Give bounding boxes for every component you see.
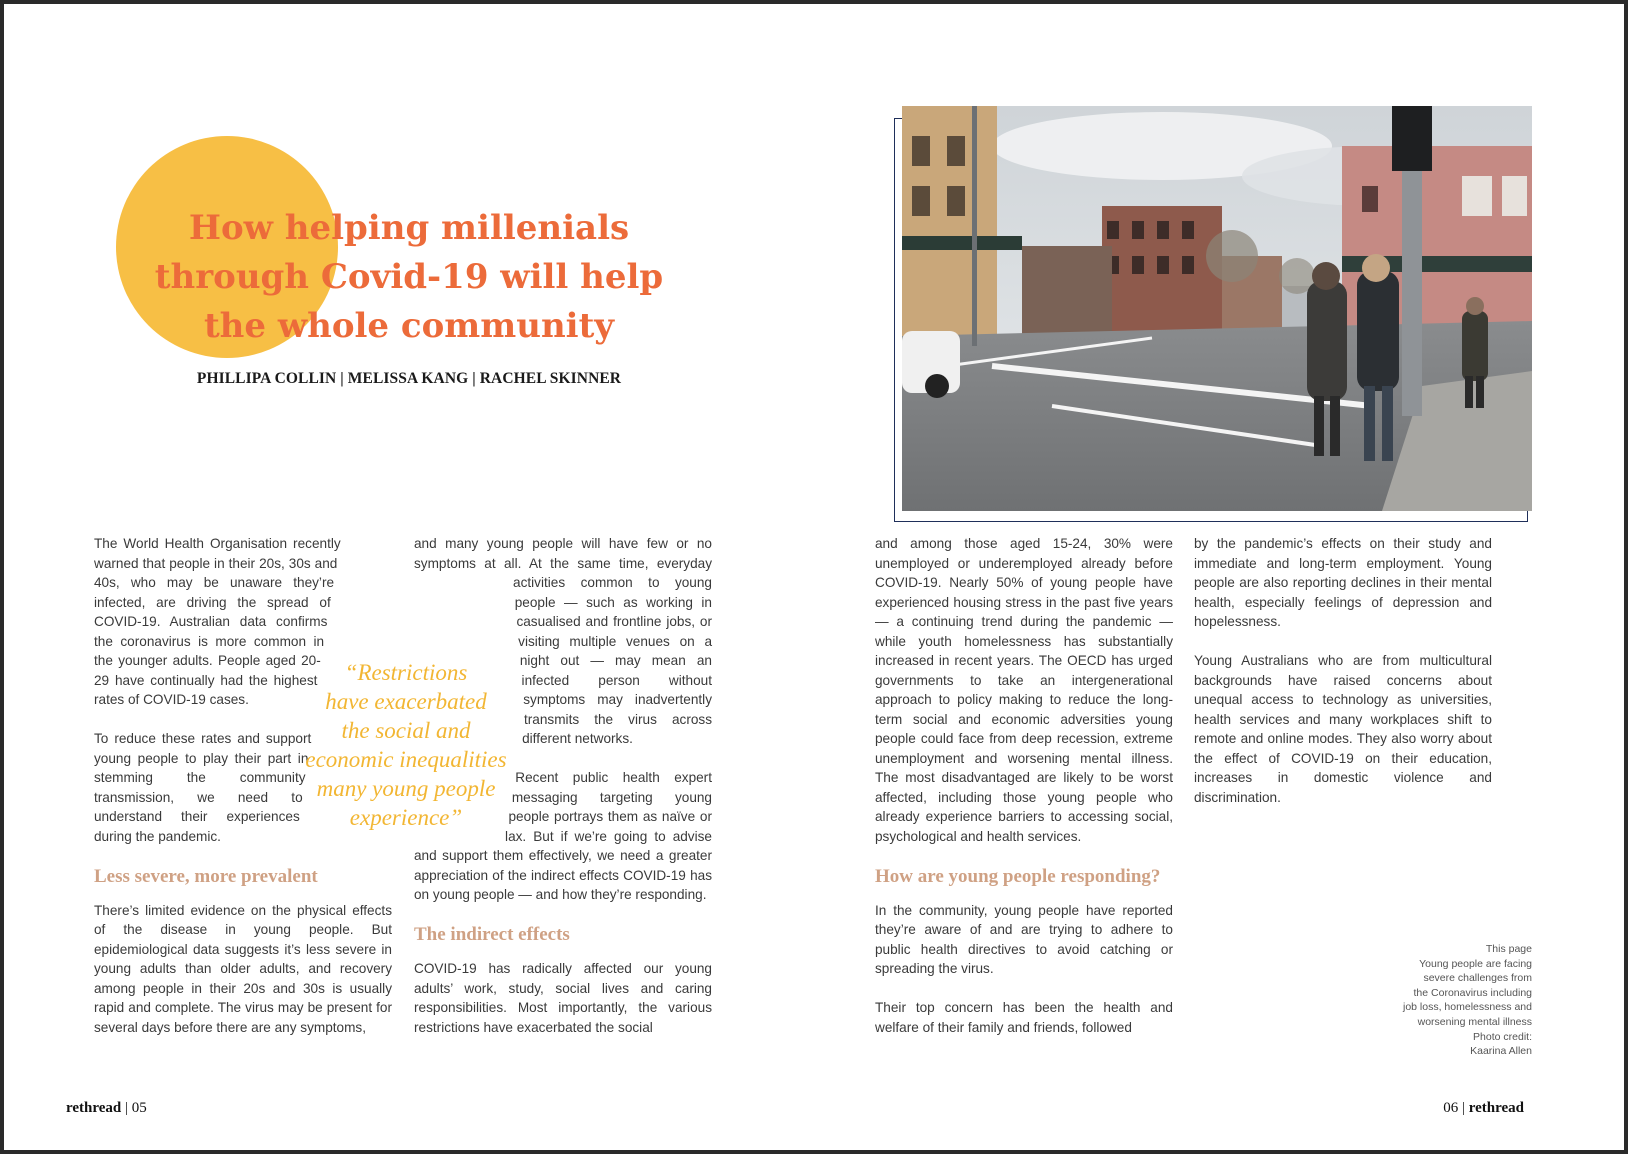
caption-line: worsening mental illness bbox=[1417, 1015, 1532, 1028]
headline-line: through Covid-19 will help bbox=[154, 257, 664, 297]
caption-line: Kaarina Allen bbox=[1470, 1045, 1532, 1058]
body-paragraph: and many young people will have few or no symptoms at all. At the same time, everyday activities common to young people — such as working in casualised and frontline jobs, or visiting multiple venues on a night out — may mean an infected person without symptoms may inadvertently transmits the virus across different networks. bbox=[414, 536, 712, 746]
pull-quote bbox=[290, 658, 522, 832]
column-3 bbox=[875, 534, 1173, 1037]
pull-quote-line: “Restrictions bbox=[344, 660, 468, 685]
caption-line: Photo credit: bbox=[1473, 1030, 1532, 1043]
page-number-right: 06 | rethread bbox=[1443, 1100, 1524, 1116]
subheading: The indirect effects bbox=[414, 924, 570, 945]
body-paragraph: In the community, young people have reported they’re aware of and are trying to adhere to public health directives to avoid catching or spreading the virus. bbox=[875, 902, 1173, 976]
column-4 bbox=[1194, 534, 1492, 807]
folio-page: 06 bbox=[1443, 1100, 1459, 1116]
subheading: Less severe, more prevalent bbox=[94, 865, 318, 887]
folio-brand: rethread bbox=[1468, 1100, 1524, 1116]
body-paragraph: Their top concern has been the health and welfare of their family and friends, followed bbox=[875, 1000, 1173, 1035]
body-paragraph: Young Australians who are from multicultural backgrounds have raised concerns about unequal access to technology as universities, health services and many workplaces shift to remote and online modes. They also worry about the effect of COVID-19 on their education, increases in domestic violence and discrimination. bbox=[1194, 653, 1492, 805]
magazine-spread bbox=[4, 4, 1624, 1150]
body-paragraph: To reduce these rates and support young people to play their part in stemming the community transmission, we need to understand their experiences during the pandemic. bbox=[94, 731, 312, 844]
pull-quote-line: experience” bbox=[349, 805, 463, 830]
pull-quote-line: have exacerbated bbox=[325, 689, 487, 714]
folio-page: 05 bbox=[131, 1100, 147, 1116]
page-number-left: rethread | 05 bbox=[66, 1100, 147, 1116]
caption-line: severe challenges from bbox=[1423, 972, 1532, 985]
caption-line: This page bbox=[1485, 943, 1532, 955]
body-paragraph: COVID-19 has radically affected our young adults’ work, study, social lives and caring responsibilities. Most importantly, the various restrictions have exacerbated the social bbox=[414, 961, 712, 1035]
article-headline bbox=[124, 204, 694, 351]
subheading: How are young people responding? bbox=[875, 865, 1161, 887]
body-paragraph: The World Health Organisation recently warned that people in their 20s, 30s and 40s, who may be unaware they’re infected, are driving the spread of COVID-19. Australian data confirms the coronavirus is more common in the younger adults. People aged 20-29 have continually had the highest rates of COVID-19 cases. bbox=[94, 536, 341, 707]
body-paragraph: and among those aged 15-24, 30% were unemployed or underemployed already before COVID-19. Nearly 50% of young people have experienced housing stress in the past five years — a continuing trend during the pandemic — while youth homelessness has substantially increased in recent years. The OECD has urged governments to take an intergenerational approach to policy making to reduce the long-term social and economic adversities young people could face from deep recession, extreme unemployment and worsening mental illness. The most disadvantaged are likely to be worst affected, including those young people who already experience barriers to accessing social, psychological and health services. bbox=[875, 536, 1173, 844]
author-byline: PHILLIPA COLLIN | MELISSA KANG | RACHEL SKINNER bbox=[196, 370, 622, 387]
caption-line: the Coronavirus including bbox=[1413, 986, 1532, 999]
body-paragraph: Recent public health expert messaging targeting young people portrays them as naïve or lax. But if we’re going to advise and support them effectively, we need a greater appreciation of the indirect effects COVID-19 has on young people — and how they’re responding. bbox=[414, 770, 712, 902]
pull-quote-line: economic inequalities bbox=[305, 747, 507, 772]
body-paragraph: by the pandemic’s effects on their study and immediate and long-term employment. Young people are also reporting declines in their mental health, especially feelings of depression and hopelessness. bbox=[1194, 536, 1492, 629]
headline-line: How helping millenials bbox=[188, 208, 630, 248]
street-photo-icon bbox=[902, 106, 1532, 511]
folio-brand: rethread bbox=[66, 1100, 122, 1116]
caption-line: Young people are facing bbox=[1419, 957, 1532, 970]
pull-quote-line: the social and bbox=[341, 718, 471, 743]
headline-line: the whole community bbox=[203, 306, 615, 346]
caption-line: job loss, homelessness and bbox=[1403, 1001, 1532, 1014]
pull-quote-line: many young people bbox=[316, 776, 496, 801]
photo-caption bbox=[1382, 942, 1532, 1059]
body-paragraph: There’s limited evidence on the physical effects of the disease in young people. But epidemiological data suggests it’s less severe in young adults than older adults, and recovery among people in their 20s and 30s is usually rapid and complete. The virus may be present for several days before there are any symptoms, bbox=[94, 902, 392, 1035]
street-photo bbox=[902, 106, 1532, 511]
